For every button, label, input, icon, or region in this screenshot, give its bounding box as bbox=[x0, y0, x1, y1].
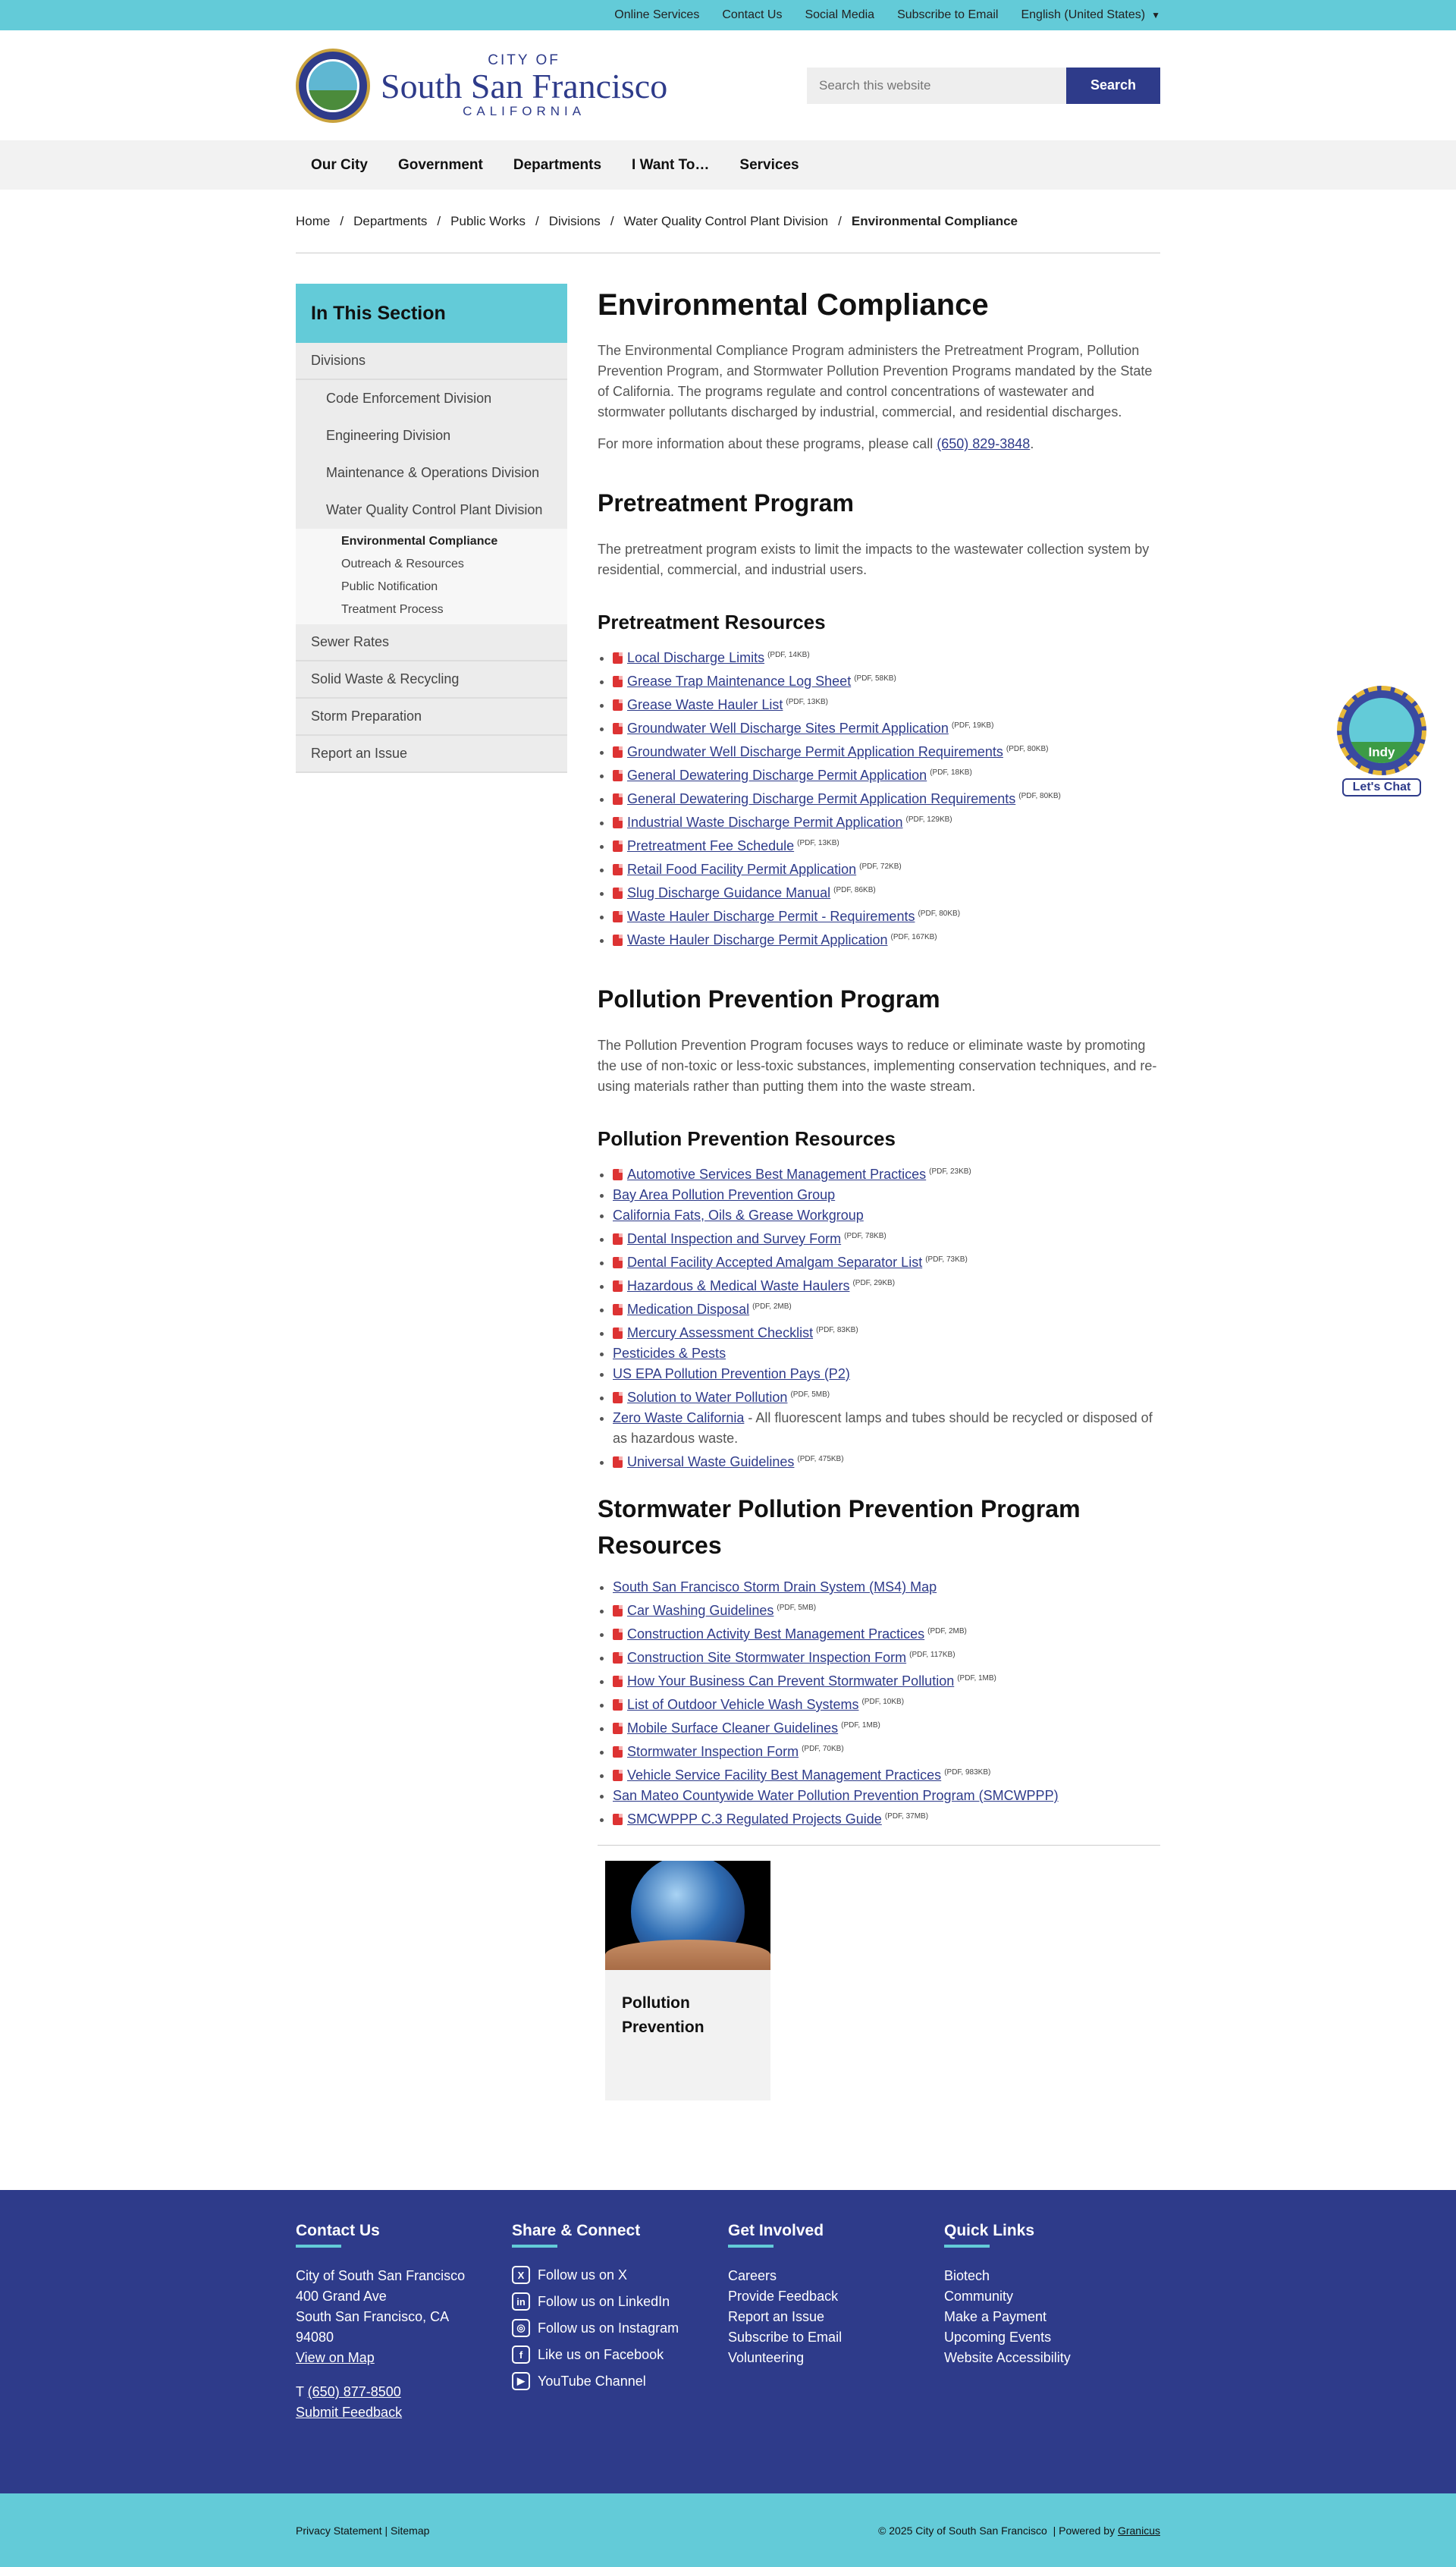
pdf-file-icon bbox=[613, 1699, 623, 1711]
social-link[interactable] bbox=[512, 2266, 728, 2284]
resource-list-item bbox=[613, 1364, 1160, 1384]
resource-link[interactable]: Car Washing Guidelines bbox=[627, 1603, 774, 1618]
resource-link[interactable]: Slug Discharge Guidance Manual bbox=[627, 885, 831, 900]
resource-list-item bbox=[613, 1185, 1160, 1205]
nav-item-government[interactable]: Government bbox=[397, 156, 483, 173]
resource-list-item bbox=[613, 1762, 1160, 1786]
pdf-file-icon bbox=[613, 1652, 623, 1664]
footer-phone-link[interactable]: (650) 877-8500 bbox=[307, 2384, 401, 2399]
pdf-file-icon bbox=[613, 1605, 623, 1617]
pretreatment-text: The pretreatment program exists to limit the impacts to the wastewater collection system by residential, commercial, and industrial users. bbox=[598, 542, 1150, 577]
utility-link-subscribe[interactable]: Subscribe to Email bbox=[897, 8, 999, 21]
footer-involved-link[interactable]: Provide Feedback bbox=[728, 2289, 839, 2304]
resource-list-item bbox=[613, 1161, 1160, 1185]
resource-list-item bbox=[613, 1598, 1160, 1621]
language-selector[interactable] bbox=[1021, 8, 1160, 22]
utility-link-online-services[interactable]: Online Services bbox=[614, 8, 700, 21]
file-meta: (PDF, 70KB) bbox=[802, 1745, 844, 1753]
pollution-prevention-card[interactable] bbox=[605, 1861, 770, 2100]
resource-list-item bbox=[613, 1226, 1160, 1249]
breadcrumb-wqcp-division[interactable]: Water Quality Control Plant Division bbox=[623, 213, 829, 228]
file-meta: (PDF, 10KB) bbox=[861, 1698, 905, 1706]
pdf-file-icon bbox=[613, 770, 623, 781]
pdf-file-icon bbox=[613, 935, 623, 946]
page-title: Environmental Compliance bbox=[598, 288, 989, 322]
pollution-resource-list bbox=[598, 1161, 1160, 1472]
sidebar-item-maintenance[interactable]: Maintenance & Operations Division bbox=[296, 454, 567, 492]
resource-link[interactable]: Bay Area Pollution Prevention Group bbox=[613, 1187, 836, 1202]
bottom-bar: Privacy Statement | Sitemap © 2025 City of South San Francisco | Powered by Granicus bbox=[0, 2493, 1456, 2567]
file-meta: (PDF, 58KB) bbox=[854, 674, 896, 683]
pdf-file-icon bbox=[613, 817, 623, 828]
pdf-file-icon bbox=[613, 1814, 623, 1825]
chatbot-avatar-icon bbox=[1337, 686, 1426, 775]
chevron-down-icon: ▼ bbox=[1151, 10, 1160, 20]
file-meta: (PDF, 83KB) bbox=[816, 1326, 858, 1334]
sidebar-title: In This Section bbox=[296, 284, 567, 343]
pollution-resources-heading: Pollution Prevention Resources bbox=[598, 1127, 896, 1150]
facebook-icon: f bbox=[512, 2345, 530, 2364]
file-meta: (PDF, 73KB) bbox=[925, 1255, 968, 1264]
file-meta: (PDF, 1MB) bbox=[957, 1674, 996, 1683]
resource-link[interactable]: Waste Hauler Discharge Permit Application bbox=[627, 932, 888, 947]
pdf-file-icon bbox=[613, 746, 623, 758]
file-meta: (PDF, 167KB) bbox=[890, 933, 937, 941]
footer-quick-link[interactable]: Make a Payment bbox=[944, 2309, 1047, 2324]
pretreatment-heading: Pretreatment Program bbox=[598, 489, 854, 517]
file-meta: (PDF, 19KB) bbox=[951, 721, 994, 730]
resource-note: - All fluorescent lamps and tubes should be recycled or disposed of as hazardous waste. bbox=[613, 1410, 1153, 1446]
footer-involved bbox=[728, 2222, 944, 2423]
stormwater-heading: Stormwater Pollution Prevention Program Resources bbox=[598, 1495, 1081, 1559]
resource-link[interactable]: SMCWPPP C.3 Regulated Projects Guide bbox=[627, 1811, 882, 1827]
resource-link[interactable]: US EPA Pollution Prevention Pays (P2) bbox=[613, 1366, 850, 1381]
main-content bbox=[598, 284, 1160, 2100]
resource-list-item bbox=[613, 1249, 1160, 1273]
resource-link[interactable]: Groundwater Well Discharge Sites Permit Application bbox=[627, 721, 949, 736]
footer-contact-heading: Contact Us bbox=[296, 2222, 512, 2248]
sidebar-item-treatment-process[interactable]: Treatment Process bbox=[296, 599, 567, 621]
footer-quick-link[interactable]: Community bbox=[944, 2289, 1014, 2304]
resource-list-item bbox=[613, 762, 1160, 786]
pdf-file-icon bbox=[613, 1676, 623, 1687]
phone-prefix: T bbox=[296, 2384, 308, 2399]
resource-list-item bbox=[613, 1205, 1160, 1226]
pdf-file-icon bbox=[613, 1770, 623, 1781]
search-button[interactable]: Search bbox=[1066, 68, 1160, 104]
pdf-file-icon bbox=[613, 840, 623, 852]
resource-list-item bbox=[613, 1786, 1160, 1806]
resource-link[interactable]: List of Outdoor Vehicle Wash Systems bbox=[627, 1697, 859, 1712]
file-meta: (PDF, 13KB) bbox=[786, 698, 828, 706]
resource-list-item bbox=[613, 903, 1160, 927]
chat-badge: Indy bbox=[1349, 742, 1414, 763]
submit-feedback-link[interactable]: Submit Feedback bbox=[296, 2405, 403, 2420]
footer-quick-heading: Quick Links bbox=[944, 2222, 1160, 2248]
resource-list-item bbox=[613, 1668, 1160, 1692]
resource-link[interactable]: Waste Hauler Discharge Permit - Requirements bbox=[627, 909, 915, 924]
file-meta: (PDF, 1MB) bbox=[841, 1721, 880, 1730]
sidebar-item-sewer-rates[interactable]: Sewer Rates bbox=[296, 624, 567, 661]
file-meta: (PDF, 72KB) bbox=[859, 862, 902, 871]
pdf-file-icon bbox=[613, 1280, 623, 1292]
resource-link[interactable]: Mercury Assessment Checklist bbox=[627, 1325, 814, 1340]
resource-link[interactable]: Mobile Surface Cleaner Guidelines bbox=[627, 1720, 839, 1736]
file-meta: (PDF, 475KB) bbox=[797, 1455, 844, 1463]
sidebar-item-outreach[interactable]: Outreach & Resources bbox=[296, 553, 567, 576]
footer-share bbox=[512, 2222, 728, 2423]
phone-link[interactable]: (650) 829-3848 bbox=[937, 436, 1031, 451]
file-meta: (PDF, 80KB) bbox=[1018, 792, 1061, 800]
file-meta: (PDF, 129KB) bbox=[905, 815, 952, 824]
resource-link[interactable]: Groundwater Well Discharge Permit Application Requirements bbox=[627, 744, 1003, 759]
resource-link[interactable]: Grease Trap Maintenance Log Sheet bbox=[627, 674, 852, 689]
utility-link-contact-us[interactable]: Contact Us bbox=[722, 8, 783, 21]
resource-list-item bbox=[613, 1273, 1160, 1296]
pollution-text: The Pollution Prevention Program focuses ways to reduce or eliminate waste by promoting the use of non-toxic or less-toxic substances, implementing conservation techniques, and re-using materials rather than putting them into the waste stream. bbox=[598, 1038, 1157, 1094]
resource-link[interactable]: Solution to Water Pollution bbox=[627, 1390, 788, 1405]
footer-address-line: 400 Grand Ave bbox=[296, 2289, 387, 2304]
x-icon: X bbox=[512, 2266, 530, 2284]
footer-involved-heading: Get Involved bbox=[728, 2222, 944, 2248]
file-meta: (PDF, 18KB) bbox=[930, 768, 972, 777]
file-meta: (PDF, 983KB) bbox=[944, 1768, 991, 1777]
nav-item-services[interactable]: Services bbox=[739, 156, 799, 173]
resource-link[interactable]: Hazardous & Medical Waste Haulers bbox=[627, 1278, 850, 1293]
resource-list-item bbox=[613, 1739, 1160, 1762]
resource-link[interactable]: Zero Waste California bbox=[613, 1410, 745, 1425]
resource-list-item bbox=[613, 715, 1160, 739]
city-seal-icon bbox=[296, 49, 370, 123]
file-meta: (PDF, 80KB) bbox=[918, 910, 961, 918]
resource-link[interactable]: Medication Disposal bbox=[627, 1302, 750, 1317]
search-form bbox=[807, 68, 1160, 104]
social-label: YouTube Channel bbox=[538, 2373, 646, 2389]
granicus-link[interactable]: Granicus bbox=[1117, 2524, 1160, 2537]
file-meta: (PDF, 13KB) bbox=[797, 839, 839, 847]
resource-list-item bbox=[613, 668, 1160, 692]
resource-list-item bbox=[613, 856, 1160, 880]
main-nav bbox=[0, 140, 1456, 190]
view-on-map-link[interactable]: View on Map bbox=[296, 2350, 375, 2365]
sidebar-item-public-notification[interactable]: Public Notification bbox=[296, 576, 567, 599]
pdf-file-icon bbox=[613, 888, 623, 899]
resource-link[interactable]: Construction Activity Best Management Practices bbox=[627, 1626, 925, 1642]
breadcrumb: Home / Departments / Public Works / Divisions / Water Quality Control Plant Division / Environmental Compliance bbox=[296, 190, 1160, 253]
powered-prefix: Powered by bbox=[1059, 2524, 1118, 2537]
pdf-file-icon bbox=[613, 1304, 623, 1315]
footer-quick-link[interactable]: Biotech bbox=[944, 2268, 990, 2283]
footer-involved-link[interactable]: Subscribe to Email bbox=[728, 2330, 843, 2345]
footer-involved-link[interactable]: Careers bbox=[728, 2268, 777, 2283]
utility-link-social-media[interactable]: Social Media bbox=[805, 8, 875, 21]
file-meta: (PDF, 2MB) bbox=[927, 1627, 967, 1635]
resource-list-item bbox=[613, 692, 1160, 715]
resource-link[interactable]: Pesticides & Pests bbox=[613, 1346, 726, 1361]
youtube-icon: ▶ bbox=[512, 2372, 530, 2390]
logo-city-of: CITY OF bbox=[488, 52, 560, 68]
intro-text: The Environmental Compliance Program administers the Pretreatment Program, Pollution Prevention Program, and Stormwater Pollution Prevention Programs mandated by the State of California. The programs regulate and control concentrations of wastewater and stormwater pollutants discharged by industrial, commercial, and residential discharges. bbox=[598, 343, 1153, 419]
resource-link[interactable]: General Dewatering Discharge Permit Application bbox=[627, 768, 927, 783]
resource-list-item bbox=[613, 809, 1160, 833]
resource-list-item bbox=[613, 1320, 1160, 1343]
resource-list-item bbox=[613, 927, 1160, 950]
content-divider bbox=[598, 1845, 1160, 1846]
resource-list-item bbox=[613, 1806, 1160, 1830]
social-link[interactable] bbox=[512, 2372, 728, 2390]
resource-link[interactable]: General Dewatering Discharge Permit Application Requirements bbox=[627, 791, 1016, 806]
resource-list-item bbox=[613, 1692, 1160, 1715]
file-meta: (PDF, 117KB) bbox=[909, 1651, 956, 1659]
site-header bbox=[0, 30, 1456, 140]
pdf-file-icon bbox=[613, 699, 623, 711]
file-meta: (PDF, 5MB) bbox=[790, 1390, 830, 1399]
social-label: Like us on Facebook bbox=[538, 2346, 664, 2362]
card-title: Pollution Prevention bbox=[622, 1994, 704, 2036]
earth-in-hands-image bbox=[605, 1861, 770, 1970]
resource-list-item bbox=[613, 1408, 1160, 1449]
resource-link[interactable]: Vehicle Service Facility Best Management Practices bbox=[627, 1767, 942, 1783]
file-meta: (PDF, 80KB) bbox=[1006, 745, 1049, 753]
social-label: Follow us on LinkedIn bbox=[538, 2293, 670, 2309]
sidebar-item-code-enforcement[interactable]: Code Enforcement Division bbox=[296, 380, 567, 417]
pdf-file-icon bbox=[613, 1327, 623, 1339]
file-meta: (PDF, 14KB) bbox=[767, 651, 810, 659]
pdf-file-icon bbox=[613, 1169, 623, 1180]
language-label: English (United States) bbox=[1021, 8, 1146, 21]
social-label: Follow us on X bbox=[538, 2267, 628, 2283]
resource-link[interactable]: Dental Inspection and Survey Form bbox=[627, 1231, 842, 1246]
sidebar-item-environmental-compliance[interactable]: Environmental Compliance bbox=[296, 530, 567, 553]
resource-link[interactable]: Grease Waste Hauler List bbox=[627, 697, 783, 712]
breadcrumb-home[interactable]: Home bbox=[296, 213, 331, 228]
social-link[interactable] bbox=[512, 2319, 728, 2337]
footer-involved-link[interactable]: Volunteering bbox=[728, 2350, 805, 2365]
footer-share-heading: Share & Connect bbox=[512, 2222, 728, 2248]
breadcrumb-departments[interactable]: Departments bbox=[353, 213, 428, 228]
resource-link[interactable]: Automotive Services Best Management Practices bbox=[627, 1167, 927, 1182]
pdf-file-icon bbox=[613, 911, 623, 922]
pdf-file-icon bbox=[613, 1257, 623, 1268]
resource-link[interactable]: South San Francisco Storm Drain System (MS4) Map bbox=[613, 1579, 937, 1595]
more-info-suffix: . bbox=[1030, 436, 1034, 451]
breadcrumb-public-works[interactable]: Public Works bbox=[450, 213, 526, 228]
resource-list-item bbox=[613, 1449, 1160, 1472]
footer-quick-link[interactable]: Upcoming Events bbox=[944, 2330, 1052, 2345]
sidebar-item-storm-prep[interactable]: Storm Preparation bbox=[296, 699, 567, 736]
resource-link[interactable]: Construction Site Stormwater Inspection Form bbox=[627, 1650, 907, 1665]
pdf-file-icon bbox=[613, 864, 623, 875]
footer-address-line: South San Francisco, CA bbox=[296, 2309, 450, 2324]
instagram-icon: ◎ bbox=[512, 2319, 530, 2337]
resource-list-item bbox=[613, 1577, 1160, 1598]
resource-list-item bbox=[613, 1715, 1160, 1739]
sitemap-link[interactable]: Sitemap bbox=[391, 2524, 430, 2537]
social-link[interactable] bbox=[512, 2345, 728, 2364]
pdf-file-icon bbox=[613, 723, 623, 734]
breadcrumb-divisions[interactable]: Divisions bbox=[548, 213, 601, 228]
social-link[interactable] bbox=[512, 2292, 728, 2311]
footer-quick-links bbox=[944, 2222, 1160, 2423]
resource-list-item bbox=[613, 786, 1160, 809]
sidebar-item-divisions[interactable]: Divisions bbox=[296, 343, 567, 380]
resource-list-item bbox=[613, 833, 1160, 856]
sidebar-item-report-issue[interactable]: Report an Issue bbox=[296, 736, 567, 773]
pdf-file-icon bbox=[613, 1392, 623, 1403]
copyright-text: © 2025 City of South San Francisco bbox=[878, 2524, 1047, 2537]
footer-contact bbox=[296, 2222, 512, 2423]
search-input[interactable] bbox=[807, 68, 1066, 104]
resource-list-item bbox=[613, 1296, 1160, 1320]
logo-state: CALIFORNIA bbox=[463, 103, 586, 118]
file-meta: (PDF, 2MB) bbox=[752, 1302, 792, 1311]
file-meta: (PDF, 86KB) bbox=[833, 886, 876, 894]
resource-link[interactable]: Stormwater Inspection Form bbox=[627, 1744, 799, 1759]
file-meta: (PDF, 23KB) bbox=[929, 1167, 971, 1176]
file-meta: (PDF, 78KB) bbox=[844, 1232, 886, 1240]
resource-link[interactable]: How Your Business Can Prevent Stormwater Pollution bbox=[627, 1673, 955, 1689]
nav-item-i-want-to[interactable]: I Want To… bbox=[632, 156, 710, 173]
pdf-file-icon bbox=[613, 1746, 623, 1758]
resource-list-item bbox=[613, 739, 1160, 762]
resource-list-item bbox=[613, 1645, 1160, 1668]
logo-city-name: South San Francisco bbox=[381, 66, 668, 105]
file-meta: (PDF, 29KB) bbox=[852, 1279, 896, 1287]
resource-link[interactable]: Universal Waste Guidelines bbox=[627, 1454, 795, 1469]
pretreatment-resources-heading: Pretreatment Resources bbox=[598, 611, 826, 633]
linkedin-icon: in bbox=[512, 2292, 530, 2311]
resource-link[interactable]: Industrial Waste Discharge Permit Application bbox=[627, 815, 903, 830]
resource-link[interactable]: San Mateo Countywide Water Pollution Prevention Program (SMCWPPP) bbox=[613, 1788, 1059, 1803]
chat-widget[interactable] bbox=[1337, 686, 1426, 796]
footer-quick-link[interactable]: Website Accessibility bbox=[944, 2350, 1071, 2365]
resource-link[interactable]: California Fats, Oils & Grease Workgroup bbox=[613, 1208, 864, 1223]
pdf-file-icon bbox=[613, 1629, 623, 1640]
utility-bar bbox=[0, 0, 1456, 30]
resource-link[interactable]: Dental Facility Accepted Amalgam Separator List bbox=[627, 1255, 923, 1270]
sidebar bbox=[296, 284, 567, 2100]
stormwater-resource-list bbox=[598, 1577, 1160, 1830]
pdf-file-icon bbox=[613, 676, 623, 687]
breadcrumb-current: Environmental Compliance bbox=[851, 213, 1018, 228]
footer-involved-link[interactable]: Report an Issue bbox=[728, 2309, 825, 2324]
nav-item-our-city[interactable]: Our City bbox=[311, 156, 368, 173]
resource-link[interactable]: Retail Food Facility Permit Application bbox=[627, 862, 857, 877]
pdf-file-icon bbox=[613, 1456, 623, 1468]
pdf-file-icon bbox=[613, 1233, 623, 1245]
chat-label: Let's Chat bbox=[1342, 778, 1422, 796]
file-meta: (PDF, 5MB) bbox=[777, 1604, 817, 1612]
pollution-heading: Pollution Prevention Program bbox=[598, 985, 940, 1013]
sidebar-item-solid-waste[interactable]: Solid Waste & Recycling bbox=[296, 661, 567, 699]
resource-list-item bbox=[613, 880, 1160, 903]
nav-item-departments[interactable]: Departments bbox=[513, 156, 602, 173]
resource-list-item bbox=[613, 645, 1160, 668]
file-meta: (PDF, 37MB) bbox=[884, 1812, 929, 1821]
more-info-text bbox=[598, 434, 1160, 454]
more-info-prefix: For more information about these programs, please call bbox=[598, 436, 937, 451]
pretreatment-resource-list bbox=[598, 645, 1160, 950]
privacy-link[interactable]: Privacy Statement bbox=[296, 2524, 382, 2537]
resource-link[interactable]: Pretreatment Fee Schedule bbox=[627, 838, 795, 853]
site-footer bbox=[0, 2190, 1456, 2493]
resource-list-item bbox=[613, 1343, 1160, 1364]
resource-list-item bbox=[613, 1621, 1160, 1645]
social-label: Follow us on Instagram bbox=[538, 2320, 679, 2336]
pdf-file-icon bbox=[613, 793, 623, 805]
sidebar-item-engineering[interactable]: Engineering Division bbox=[296, 417, 567, 454]
city-logo[interactable] bbox=[296, 49, 667, 123]
resource-link[interactable]: Local Discharge Limits bbox=[627, 650, 765, 665]
sidebar-item-wqcp[interactable]: Water Quality Control Plant Division bbox=[296, 492, 567, 529]
resource-list-item bbox=[613, 1384, 1160, 1408]
pdf-file-icon bbox=[613, 652, 623, 664]
pdf-file-icon bbox=[613, 1723, 623, 1734]
footer-address-line: 94080 bbox=[296, 2330, 334, 2345]
footer-address-line: City of South San Francisco bbox=[296, 2268, 466, 2283]
